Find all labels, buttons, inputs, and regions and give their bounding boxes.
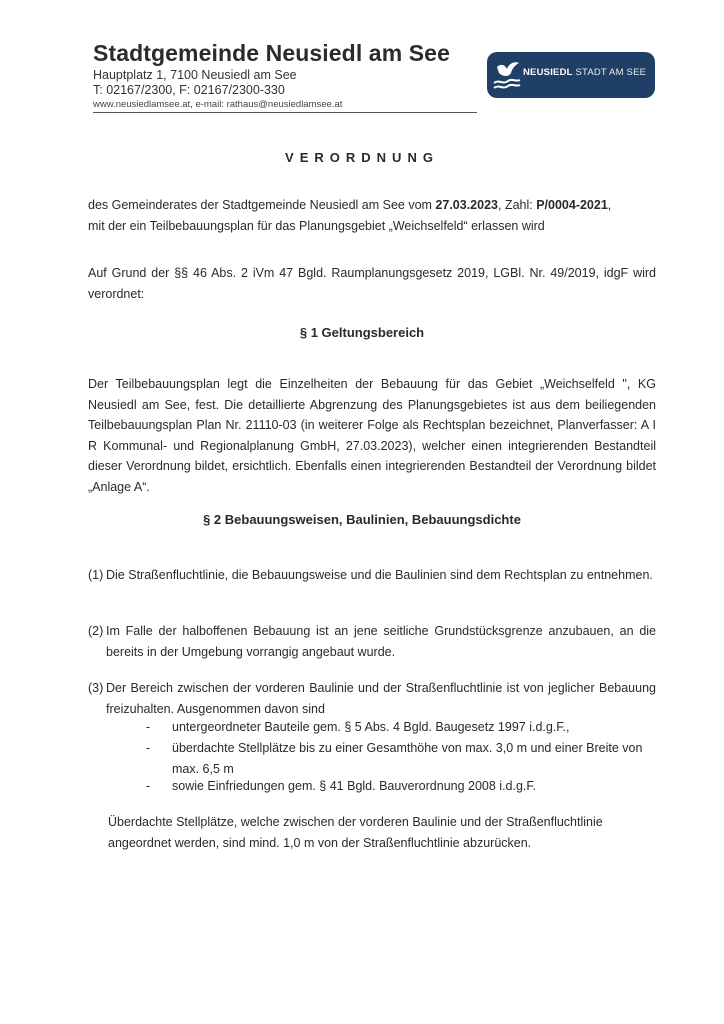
item-number: (3) [88,681,104,695]
exception-item [146,738,656,779]
section-2-note: Überdachte Stellplätze, welche zwischen der vorderen Baulinie und der Straßenfluchtlinie angeordnet werden, sind mind. 1,0 m von der Straßenfluchtlinie abzurücken. [108,815,603,850]
intro-prefix: des Gemeinderates der Stadtgemeinde Neusiedl am See vom [88,198,436,212]
legal-basis-paragraph: Auf Grund der §§ 46 Abs. 2 iVm 47 Bgld. Raumplanungsgesetz 2019, LGBl. Nr. 49/2019, idgF wird verordnet: [88,266,656,301]
intro-post: , [607,198,612,212]
list-item [88,678,656,719]
item-number: (1) [88,568,104,582]
section-2-heading: § 2 Bebauungsweisen, Baulinien, Bebauungsdichte [203,512,521,527]
intro-paragraph [88,195,656,236]
dash-bullet: - [146,741,151,755]
intro-line-1 [88,195,656,216]
section-1-text: Der Teilbebauungsplan legt die Einzelheiten der Bebauung für das Gebiet „Weichselfeld ", KG Neusiedl am See, fest. Die detaillierte Abgrenzung des Planungsgebietes ist aus dem beiliegenden Teilbebauungsplan Plan Nr. 21110-03 (in weiterer Folge als Rechtsplan bezeichnet, Planverfasser: A I R Kommunal- und Regionalplanung GmbH, 27.03.2023), welcher einen integrierenden Bestandteil dieser Verordnung bildet, ersichtlich. Ebenfalls einen integrierenden Bestandteil der Verordnung bildet „Anlage A“. [88,377,656,494]
document-title: VERORDNUNG [285,150,439,165]
list-item [88,621,656,662]
list-item [88,565,656,586]
intro-line-2: mit der ein Teilbebauungsplan für das Planungsgebiet „Weichselfeld“ erlassen wird [88,218,545,233]
section-1-heading: § 1 Geltungsbereich [299,325,425,340]
item-text: Die Straßenfluchtlinie, die Bebauungsweise und die Baulinien sind dem Rechtsplan zu entnehmen. [106,568,653,582]
logo-wordmark [523,67,646,78]
bird-wave-icon [491,55,523,95]
resolution-date: 27.03.2023 [435,198,498,212]
logo-wordmark-light: STADT AM SEE [575,67,647,78]
logo-wordmark-bold: NEUSIEDL [523,67,573,78]
dash-bullet: - [146,779,151,793]
exception-item [146,717,656,738]
item-number: (2) [88,624,104,638]
exception-text: sowie Einfriedungen gem. § 41 Bgld. Bauverordnung 2008 i.d.g.F. [172,779,537,793]
municipality-web-email: www.neusiedlamsee.at, e-mail: rathaus@neusiedlamsee.at [93,99,343,110]
municipality-address: Hauptplatz 1, 7100 Neusiedl am See [93,68,297,82]
city-logo [487,52,655,98]
municipality-phone: T: 02167/2300, F: 02167/2300-330 [93,83,285,97]
municipality-title: Stadtgemeinde Neusiedl am See [93,40,450,66]
exception-text: untergeordneter Bauteile gem. § 5 Abs. 4 Bgld. Baugesetz 1997 i.d.g.F., [172,720,570,734]
intro-mid: , Zahl: [497,198,537,212]
file-number: P/0004-2021 [536,198,608,212]
exception-item [146,776,656,797]
item-text: Im Falle der halboffenen Bebauung ist an jene seitliche Grundstücksgrenze anzubauen, an die bereits in der Umgebung vorrangig angebaut wurde. [106,624,656,659]
item-text: Der Bereich zwischen der vorderen Baulinie und der Straßenfluchtlinie ist von jeglicher Bebauung freizuhalten. Ausgenommen davon sind [106,681,656,716]
header-divider [93,112,477,113]
dash-bullet: - [146,720,151,734]
exception-text: überdachte Stellplätze bis zu einer Gesamthöhe von max. 3,0 m und einer Breite von max. 6,5 m [172,741,643,776]
